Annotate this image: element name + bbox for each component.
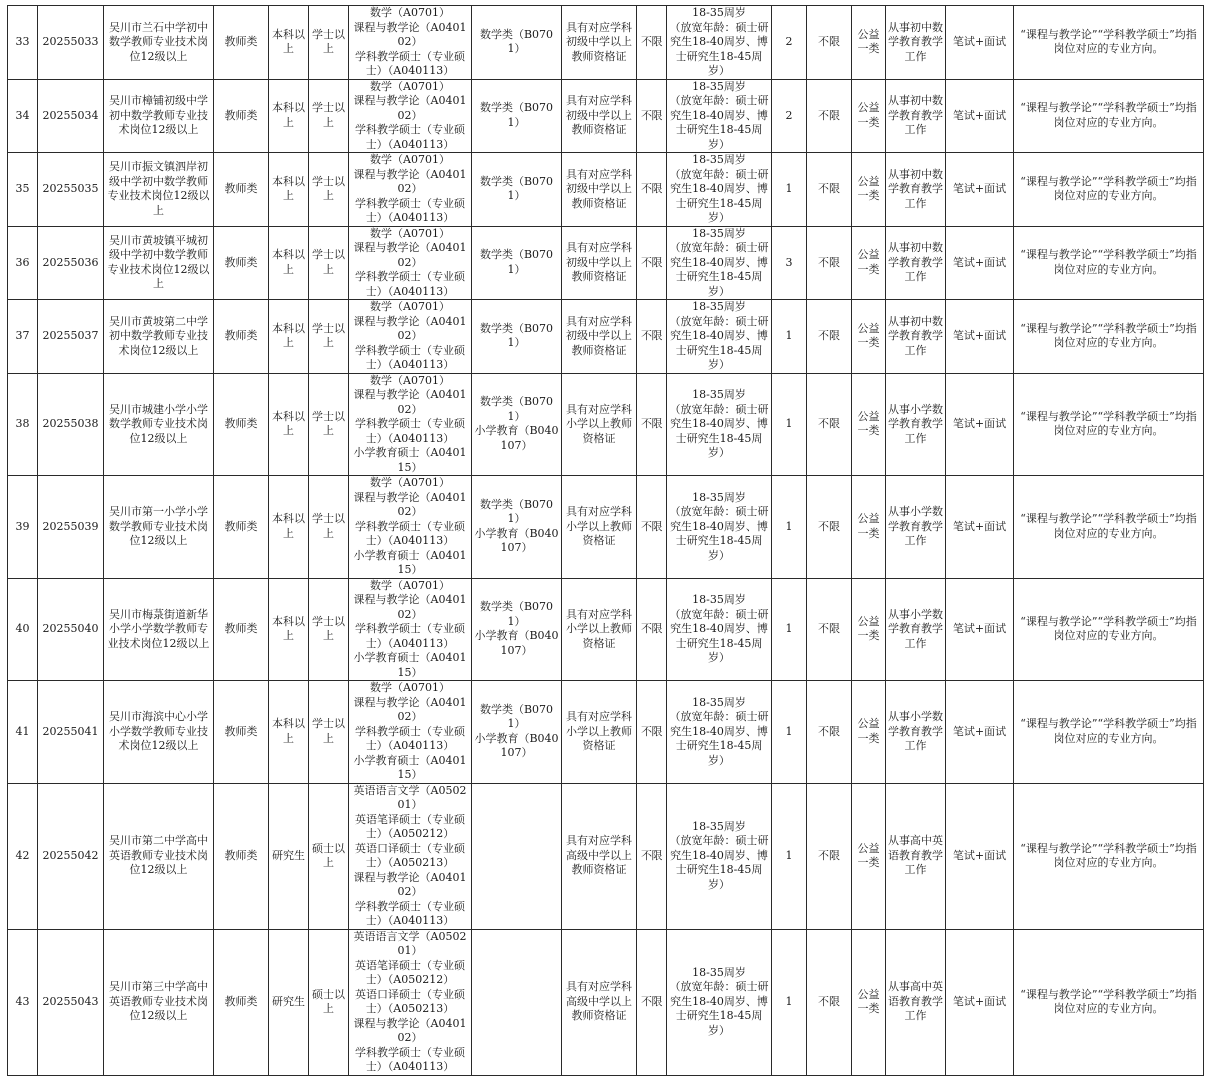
post-name-cell: 吴川市第一小学小学数学教师专业技术岗位12级以上 xyxy=(104,476,214,579)
duty-cell: 从事初中数学教育教学工作 xyxy=(886,300,946,374)
note-cell: “课程与教学论”“学科教学硕士”均指岗位对应的专业方向。 xyxy=(1014,300,1204,374)
qualification-cell: 具有对应学科初级中学以上教师资格证 xyxy=(562,6,637,80)
degree-cell: 学士以上 xyxy=(309,373,349,476)
education-cell: 本科以上 xyxy=(269,373,309,476)
unlimited-cell: 不限 xyxy=(637,783,667,929)
post-category-cell: 教师类 xyxy=(214,79,269,153)
exam-method-cell: 笔试+面试 xyxy=(946,476,1014,579)
post-category-cell: 教师类 xyxy=(214,578,269,681)
age-cell: 18-35周岁 （放宽年龄：硕士研究生18-40周岁、博士研究生18-45周岁） xyxy=(667,783,772,929)
post-code-cell: 20255041 xyxy=(38,681,104,784)
undergraduate-major-cell: 数学类（B0701） xyxy=(472,226,562,300)
exam-method-cell: 笔试+面试 xyxy=(946,6,1014,80)
duty-cell: 从事初中数学教育教学工作 xyxy=(886,6,946,80)
graduate-major-cell: 英语语言文学（A050201） 英语笔译硕士（专业硕士）（A050212） 英语口译硕士（专业硕士）（A050213） 课程与教学论（A040102） 学科教学硕士（专业硕士）（A040113） xyxy=(349,783,472,929)
table-row xyxy=(8,929,1204,1075)
education-cell: 本科以上 xyxy=(269,79,309,153)
qualification-cell: 具有对应学科高级中学以上教师资格证 xyxy=(562,783,637,929)
exam-method-cell: 笔试+面试 xyxy=(946,783,1014,929)
degree-cell: 学士以上 xyxy=(309,476,349,579)
note-cell: “课程与教学论”“学科教学硕士”均指岗位对应的专业方向。 xyxy=(1014,578,1204,681)
post-code-cell: 20255042 xyxy=(38,783,104,929)
education-cell: 研究生 xyxy=(269,929,309,1075)
seq-cell: 36 xyxy=(8,226,38,300)
post-code-cell: 20255036 xyxy=(38,226,104,300)
post-code-cell: 20255037 xyxy=(38,300,104,374)
exam-method-cell: 笔试+面试 xyxy=(946,929,1014,1075)
seq-cell: 33 xyxy=(8,6,38,80)
post-name-cell: 吴川市黄坡第二中学初中数学教师专业技术岗位12级以上 xyxy=(104,300,214,374)
unlimited-cell-2: 不限 xyxy=(807,476,852,579)
duty-cell: 从事小学数学教育教学工作 xyxy=(886,681,946,784)
unit-type-cell: 公益一类 xyxy=(852,681,886,784)
qualification-cell: 具有对应学科小学以上教师资格证 xyxy=(562,681,637,784)
undergraduate-major-cell: 数学类（B0701） xyxy=(472,6,562,80)
duty-cell: 从事高中英语教育教学工作 xyxy=(886,783,946,929)
quota-cell: 1 xyxy=(772,929,807,1075)
quota-cell: 1 xyxy=(772,153,807,227)
unit-type-cell: 公益一类 xyxy=(852,929,886,1075)
duty-cell: 从事小学数学教育教学工作 xyxy=(886,373,946,476)
duty-cell: 从事小学数学教育教学工作 xyxy=(886,578,946,681)
note-cell: “课程与教学论”“学科教学硕士”均指岗位对应的专业方向。 xyxy=(1014,153,1204,227)
unlimited-cell-2: 不限 xyxy=(807,153,852,227)
age-cell: 18-35周岁 （放宽年龄：硕士研究生18-40周岁、博士研究生18-45周岁） xyxy=(667,476,772,579)
degree-cell: 学士以上 xyxy=(309,578,349,681)
post-category-cell: 教师类 xyxy=(214,681,269,784)
unit-type-cell: 公益一类 xyxy=(852,476,886,579)
seq-cell: 40 xyxy=(8,578,38,681)
graduate-major-cell: 数学（A0701） 课程与教学论（A040102） 学科教学硕士（专业硕士）（A040113） xyxy=(349,79,472,153)
unlimited-cell-2: 不限 xyxy=(807,6,852,80)
graduate-major-cell: 数学（A0701） 课程与教学论（A040102） 学科教学硕士（专业硕士）（A040113） xyxy=(349,6,472,80)
age-cell: 18-35周岁 （放宽年龄：硕士研究生18-40周岁、博士研究生18-45周岁） xyxy=(667,79,772,153)
duty-cell: 从事初中数学教育教学工作 xyxy=(886,226,946,300)
exam-method-cell: 笔试+面试 xyxy=(946,153,1014,227)
duty-cell: 从事初中数学教育教学工作 xyxy=(886,153,946,227)
exam-method-cell: 笔试+面试 xyxy=(946,226,1014,300)
post-category-cell: 教师类 xyxy=(214,373,269,476)
note-cell: “课程与教学论”“学科教学硕士”均指岗位对应的专业方向。 xyxy=(1014,79,1204,153)
education-cell: 本科以上 xyxy=(269,153,309,227)
degree-cell: 学士以上 xyxy=(309,300,349,374)
age-cell: 18-35周岁 （放宽年龄：硕士研究生18-40周岁、博士研究生18-45周岁） xyxy=(667,373,772,476)
post-category-cell: 教师类 xyxy=(214,929,269,1075)
post-name-cell: 吴川市梅菉街道新华小学小学数学教师专业技术岗位12级以上 xyxy=(104,578,214,681)
education-cell: 本科以上 xyxy=(269,476,309,579)
education-cell: 本科以上 xyxy=(269,578,309,681)
seq-cell: 39 xyxy=(8,476,38,579)
degree-cell: 学士以上 xyxy=(309,6,349,80)
unit-type-cell: 公益一类 xyxy=(852,79,886,153)
education-cell: 研究生 xyxy=(269,783,309,929)
qualification-cell: 具有对应学科初级中学以上教师资格证 xyxy=(562,300,637,374)
undergraduate-major-cell: 数学类（B0701） 小学教育（B040107） xyxy=(472,373,562,476)
table-row xyxy=(8,373,1204,476)
quota-cell: 1 xyxy=(772,476,807,579)
table-row xyxy=(8,79,1204,153)
unlimited-cell-2: 不限 xyxy=(807,681,852,784)
age-cell: 18-35周岁 （放宽年龄：硕士研究生18-40周岁、博士研究生18-45周岁） xyxy=(667,153,772,227)
undergraduate-major-cell: 数学类（B0701） 小学教育（B040107） xyxy=(472,681,562,784)
graduate-major-cell: 英语语言文学（A050201） 英语笔译硕士（专业硕士）（A050212） 英语口译硕士（专业硕士）（A050213） 课程与教学论（A040102） 学科教学硕士（专业硕士）（A040113） xyxy=(349,929,472,1075)
exam-method-cell: 笔试+面试 xyxy=(946,373,1014,476)
degree-cell: 硕士以上 xyxy=(309,929,349,1075)
qualification-cell: 具有对应学科小学以上教师资格证 xyxy=(562,373,637,476)
note-cell: “课程与教学论”“学科教学硕士”均指岗位对应的专业方向。 xyxy=(1014,373,1204,476)
unit-type-cell: 公益一类 xyxy=(852,300,886,374)
education-cell: 本科以上 xyxy=(269,300,309,374)
recruitment-table-wrapper xyxy=(7,5,1204,1076)
graduate-major-cell: 数学（A0701） 课程与教学论（A040102） 学科教学硕士（专业硕士）（A040113） 小学教育硕士（A040115） xyxy=(349,681,472,784)
table-row xyxy=(8,578,1204,681)
quota-cell: 1 xyxy=(772,681,807,784)
quota-cell: 2 xyxy=(772,79,807,153)
unlimited-cell: 不限 xyxy=(637,79,667,153)
age-cell: 18-35周岁 （放宽年龄：硕士研究生18-40周岁、博士研究生18-45周岁） xyxy=(667,578,772,681)
post-name-cell: 吴川市樟铺初级中学初中数学教师专业技术岗位12级以上 xyxy=(104,79,214,153)
note-cell: “课程与教学论”“学科教学硕士”均指岗位对应的专业方向。 xyxy=(1014,681,1204,784)
unlimited-cell: 不限 xyxy=(637,153,667,227)
unlimited-cell: 不限 xyxy=(637,226,667,300)
post-category-cell: 教师类 xyxy=(214,300,269,374)
graduate-major-cell: 数学（A0701） 课程与教学论（A040102） 学科教学硕士（专业硕士）（A040113） xyxy=(349,226,472,300)
unlimited-cell-2: 不限 xyxy=(807,373,852,476)
undergraduate-major-cell: 数学类（B0701） 小学教育（B040107） xyxy=(472,476,562,579)
age-cell: 18-35周岁 （放宽年龄：硕士研究生18-40周岁、博士研究生18-45周岁） xyxy=(667,6,772,80)
post-code-cell: 20255038 xyxy=(38,373,104,476)
table-row xyxy=(8,681,1204,784)
education-cell: 本科以上 xyxy=(269,6,309,80)
age-cell: 18-35周岁 （放宽年龄：硕士研究生18-40周岁、博士研究生18-45周岁） xyxy=(667,681,772,784)
post-code-cell: 20255039 xyxy=(38,476,104,579)
duty-cell: 从事初中数学教育教学工作 xyxy=(886,79,946,153)
post-code-cell: 20255043 xyxy=(38,929,104,1075)
graduate-major-cell: 数学（A0701） 课程与教学论（A040102） 学科教学硕士（专业硕士）（A040113） 小学教育硕士（A040115） xyxy=(349,578,472,681)
qualification-cell: 具有对应学科小学以上教师资格证 xyxy=(562,578,637,681)
undergraduate-major-cell: 数学类（B0701） xyxy=(472,79,562,153)
note-cell: “课程与教学论”“学科教学硕士”均指岗位对应的专业方向。 xyxy=(1014,476,1204,579)
post-name-cell: 吴川市振文镇泗岸初级中学初中数学教师专业技术岗位12级以上 xyxy=(104,153,214,227)
table-row xyxy=(8,226,1204,300)
unlimited-cell: 不限 xyxy=(637,6,667,80)
unlimited-cell: 不限 xyxy=(637,681,667,784)
unlimited-cell-2: 不限 xyxy=(807,783,852,929)
seq-cell: 42 xyxy=(8,783,38,929)
post-code-cell: 20255040 xyxy=(38,578,104,681)
post-category-cell: 教师类 xyxy=(214,783,269,929)
table-row xyxy=(8,6,1204,80)
exam-method-cell: 笔试+面试 xyxy=(946,578,1014,681)
quota-cell: 2 xyxy=(772,6,807,80)
seq-cell: 43 xyxy=(8,929,38,1075)
degree-cell: 学士以上 xyxy=(309,153,349,227)
unlimited-cell-2: 不限 xyxy=(807,226,852,300)
qualification-cell: 具有对应学科小学以上教师资格证 xyxy=(562,476,637,579)
seq-cell: 34 xyxy=(8,79,38,153)
quota-cell: 1 xyxy=(772,300,807,374)
unlimited-cell: 不限 xyxy=(637,929,667,1075)
age-cell: 18-35周岁 （放宽年龄：硕士研究生18-40周岁、博士研究生18-45周岁） xyxy=(667,929,772,1075)
table-row xyxy=(8,300,1204,374)
post-code-cell: 20255035 xyxy=(38,153,104,227)
seq-cell: 35 xyxy=(8,153,38,227)
unit-type-cell: 公益一类 xyxy=(852,783,886,929)
degree-cell: 硕士以上 xyxy=(309,783,349,929)
post-category-cell: 教师类 xyxy=(214,226,269,300)
seq-cell: 37 xyxy=(8,300,38,374)
post-name-cell: 吴川市第三中学高中英语教师专业技术岗位12级以上 xyxy=(104,929,214,1075)
undergraduate-major-cell xyxy=(472,929,562,1075)
table-body xyxy=(8,6,1204,1076)
graduate-major-cell: 数学（A0701） 课程与教学论（A040102） 学科教学硕士（专业硕士）（A040113） xyxy=(349,300,472,374)
note-cell: “课程与教学论”“学科教学硕士”均指岗位对应的专业方向。 xyxy=(1014,6,1204,80)
post-category-cell: 教师类 xyxy=(214,153,269,227)
degree-cell: 学士以上 xyxy=(309,79,349,153)
graduate-major-cell: 数学（A0701） 课程与教学论（A040102） 学科教学硕士（专业硕士）（A040113） 小学教育硕士（A040115） xyxy=(349,373,472,476)
qualification-cell: 具有对应学科高级中学以上教师资格证 xyxy=(562,929,637,1075)
graduate-major-cell: 数学（A0701） 课程与教学论（A040102） 学科教学硕士（专业硕士）（A040113） 小学教育硕士（A040115） xyxy=(349,476,472,579)
post-code-cell: 20255034 xyxy=(38,79,104,153)
seq-cell: 38 xyxy=(8,373,38,476)
unit-type-cell: 公益一类 xyxy=(852,373,886,476)
post-code-cell: 20255033 xyxy=(38,6,104,80)
post-category-cell: 教师类 xyxy=(214,6,269,80)
unlimited-cell-2: 不限 xyxy=(807,79,852,153)
note-cell: “课程与教学论”“学科教学硕士”均指岗位对应的专业方向。 xyxy=(1014,783,1204,929)
education-cell: 本科以上 xyxy=(269,681,309,784)
undergraduate-major-cell: 数学类（B0701） 小学教育（B040107） xyxy=(472,578,562,681)
unit-type-cell: 公益一类 xyxy=(852,226,886,300)
note-cell: “课程与教学论”“学科教学硕士”均指岗位对应的专业方向。 xyxy=(1014,226,1204,300)
unit-type-cell: 公益一类 xyxy=(852,6,886,80)
unit-type-cell: 公益一类 xyxy=(852,153,886,227)
quota-cell: 1 xyxy=(772,373,807,476)
seq-cell: 41 xyxy=(8,681,38,784)
post-name-cell: 吴川市海滨中心小学小学数学教师专业技术岗位12级以上 xyxy=(104,681,214,784)
undergraduate-major-cell xyxy=(472,783,562,929)
unlimited-cell: 不限 xyxy=(637,476,667,579)
unlimited-cell: 不限 xyxy=(637,300,667,374)
age-cell: 18-35周岁 （放宽年龄：硕士研究生18-40周岁、博士研究生18-45周岁） xyxy=(667,300,772,374)
degree-cell: 学士以上 xyxy=(309,681,349,784)
table-row xyxy=(8,476,1204,579)
post-name-cell: 吴川市兰石中学初中数学教师专业技术岗位12级以上 xyxy=(104,6,214,80)
table-row xyxy=(8,783,1204,929)
quota-cell: 3 xyxy=(772,226,807,300)
graduate-major-cell: 数学（A0701） 课程与教学论（A040102） 学科教学硕士（专业硕士）（A040113） xyxy=(349,153,472,227)
post-category-cell: 教师类 xyxy=(214,476,269,579)
degree-cell: 学士以上 xyxy=(309,226,349,300)
education-cell: 本科以上 xyxy=(269,226,309,300)
qualification-cell: 具有对应学科初级中学以上教师资格证 xyxy=(562,79,637,153)
exam-method-cell: 笔试+面试 xyxy=(946,681,1014,784)
unlimited-cell-2: 不限 xyxy=(807,578,852,681)
recruitment-table xyxy=(7,5,1204,1076)
quota-cell: 1 xyxy=(772,783,807,929)
unlimited-cell: 不限 xyxy=(637,578,667,681)
duty-cell: 从事高中英语教育教学工作 xyxy=(886,929,946,1075)
note-cell: “课程与教学论”“学科教学硕士”均指岗位对应的专业方向。 xyxy=(1014,929,1204,1075)
exam-method-cell: 笔试+面试 xyxy=(946,300,1014,374)
qualification-cell: 具有对应学科初级中学以上教师资格证 xyxy=(562,153,637,227)
post-name-cell: 吴川市城建小学小学数学教师专业技术岗位12级以上 xyxy=(104,373,214,476)
post-name-cell: 吴川市黄坡镇平城初级中学初中数学教师专业技术岗位12级以上 xyxy=(104,226,214,300)
unit-type-cell: 公益一类 xyxy=(852,578,886,681)
undergraduate-major-cell: 数学类（B0701） xyxy=(472,300,562,374)
duty-cell: 从事小学数学教育教学工作 xyxy=(886,476,946,579)
unlimited-cell-2: 不限 xyxy=(807,929,852,1075)
table-row xyxy=(8,153,1204,227)
exam-method-cell: 笔试+面试 xyxy=(946,79,1014,153)
qualification-cell: 具有对应学科初级中学以上教师资格证 xyxy=(562,226,637,300)
undergraduate-major-cell: 数学类（B0701） xyxy=(472,153,562,227)
quota-cell: 1 xyxy=(772,578,807,681)
post-name-cell: 吴川市第二中学高中英语教师专业技术岗位12级以上 xyxy=(104,783,214,929)
age-cell: 18-35周岁 （放宽年龄：硕士研究生18-40周岁、博士研究生18-45周岁） xyxy=(667,226,772,300)
unlimited-cell: 不限 xyxy=(637,373,667,476)
unlimited-cell-2: 不限 xyxy=(807,300,852,374)
